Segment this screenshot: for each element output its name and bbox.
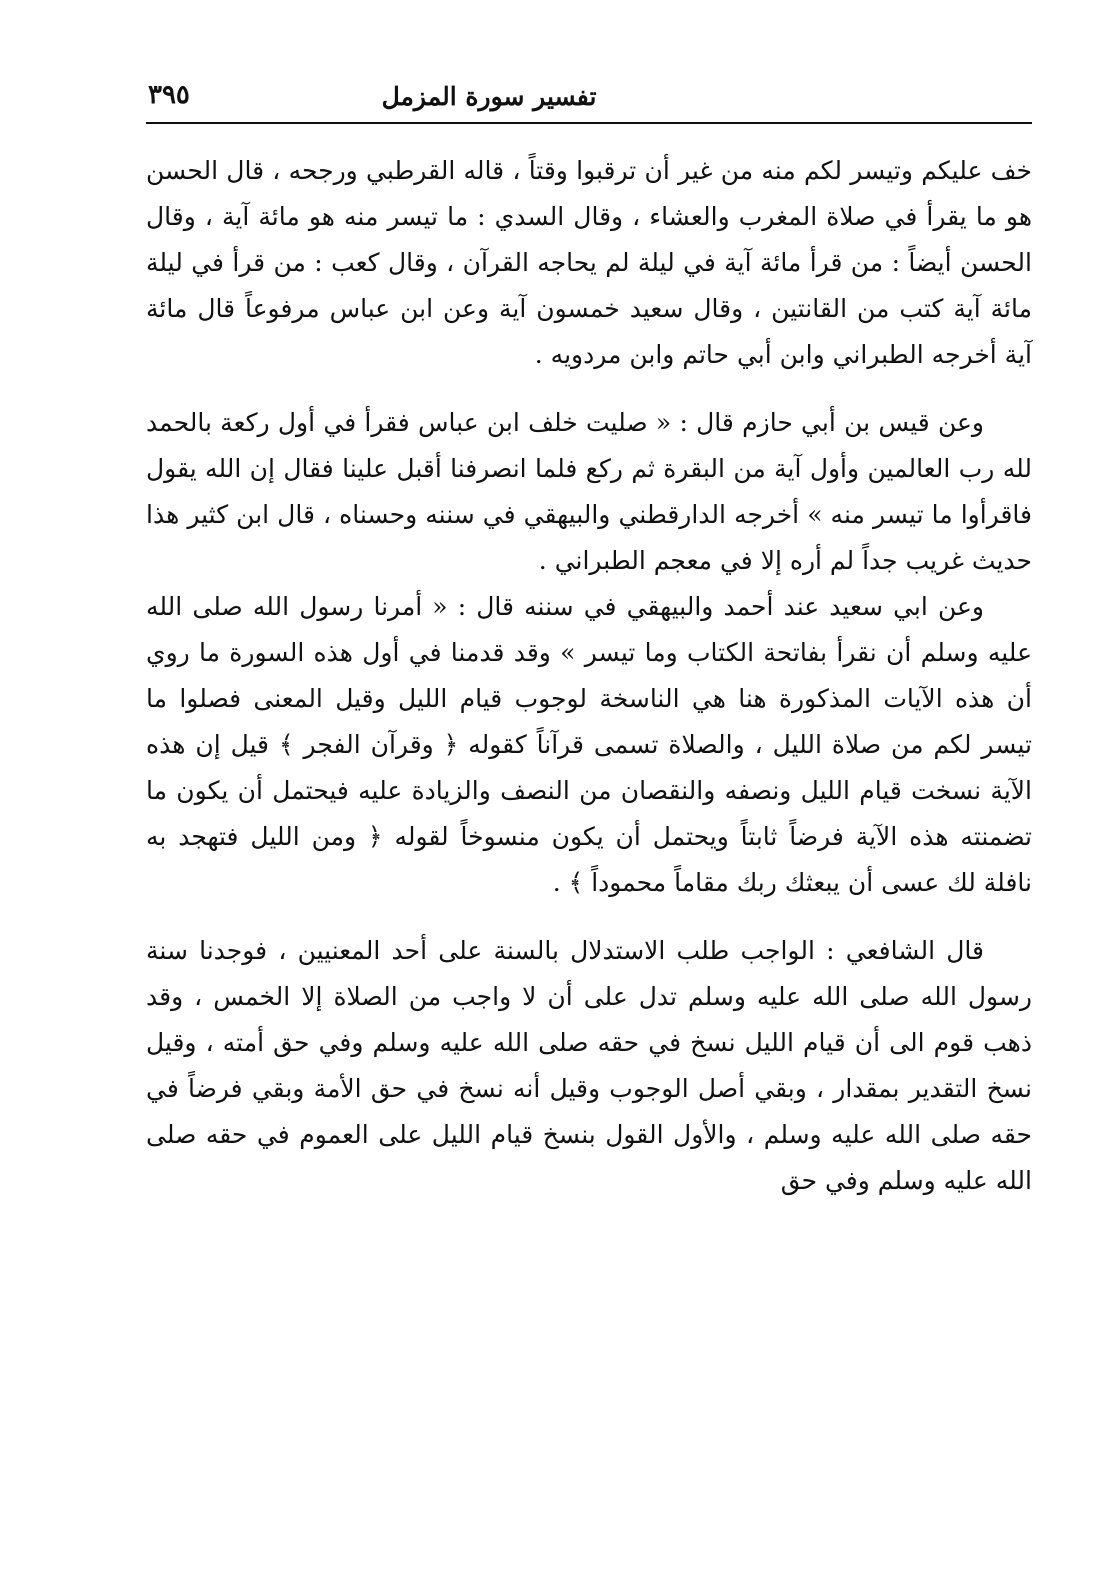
running-title: تفسير سورة المزمل [381, 82, 597, 111]
paragraph-2: وعن قيس بن أبي حازم قال : « صليت خلف ابن عباس فقرأ في أول ركعة بالحمد لله رب العالمين وأول آية من البقرة ثم ركع فلما انصرفنا أقبل علينا فقال إن الله يقول فاقرأوا ما تيسر منه » أخرجه الدارقطني والبيهقي في سننه وحسناه ، قال ابن كثير هذا حديث غريب جداً لم أره إلا في معجم الطبراني . [146, 408, 1032, 575]
page-number: ٣٩٥ [148, 80, 190, 110]
page-header [146, 58, 1032, 122]
paragraph-1: خف عليكم وتيسر لكم منه من غير أن ترقبوا وقتاً ، قاله القرطبي ورجحه ، قال الحسن هو ما يقرأ في صلاة المغرب والعشاء ، وقال السدي : ما تيسر منه هو مائة آية ، وقال الحسن أيضاً : من قرأ مائة آية في ليلة لم يحاجه القرآن ، وقال كعب : من قرأ في ليلة مائة آية كتب من القانتين ، وقال سعيد خمسون آية وعن ابن عباس مرفوعاً قال مائة آية أخرجه الطبراني وابن أبي حاتم وابن مردويه . [146, 156, 1032, 369]
paragraph-4: قال الشافعي : الواجب طلب الاستدلال بالسنة على أحد المعنيين ، فوجدنا سنة رسول الله صلى الله عليه وسلم تدل على أن لا واجب من الصلاة إلا الخمس ، وقد ذهب قوم الى أن قيام الليل نسخ في حقه صلى الله عليه وسلم وفي حق أمته ، وقيل نسخ التقدير بمقدار ، وبقي أصل الوجوب وقيل أنه نسخ في حق الأمة وبقي فرضاً في حقه صلى الله عليه وسلم ، والأول القول بنسخ قيام الليل على العموم في حقه صلى الله عليه وسلم وفي حق [146, 936, 1032, 1195]
header-rule [146, 122, 1032, 124]
paragraph-3: وعن ابي سعيد عند أحمد والبيهقي في سننه قال : « أمرنا رسول الله صلى الله عليه وسلم أن نقرأ بفاتحة الكتاب وما تيسر » وقد قدمنا في أول هذه السورة ما روي أن هذه الآيات المذكورة هنا هي الناسخة لوجوب قيام الليل وقيل المعنى فصلوا ما تيسر لكم من صلاة الليل ، والصلاة تسمى قرآناً كقوله ﴿ وقرآن الفجر ﴾ قيل إن هذه الآية نسخت قيام الليل ونصفه والنقصان من النصف والزيادة عليه فيحتمل أن يكون ما تضمنته هذه الآية فرضاً ثابتاً ويحتمل أن يكون منسوخاً لقوله ﴿ ومن الليل فتهجد به نافلة لك عسى أن يبعثك ربك مقاماً محموداً ﴾ . [146, 592, 1032, 897]
body-text [146, 148, 1032, 1204]
